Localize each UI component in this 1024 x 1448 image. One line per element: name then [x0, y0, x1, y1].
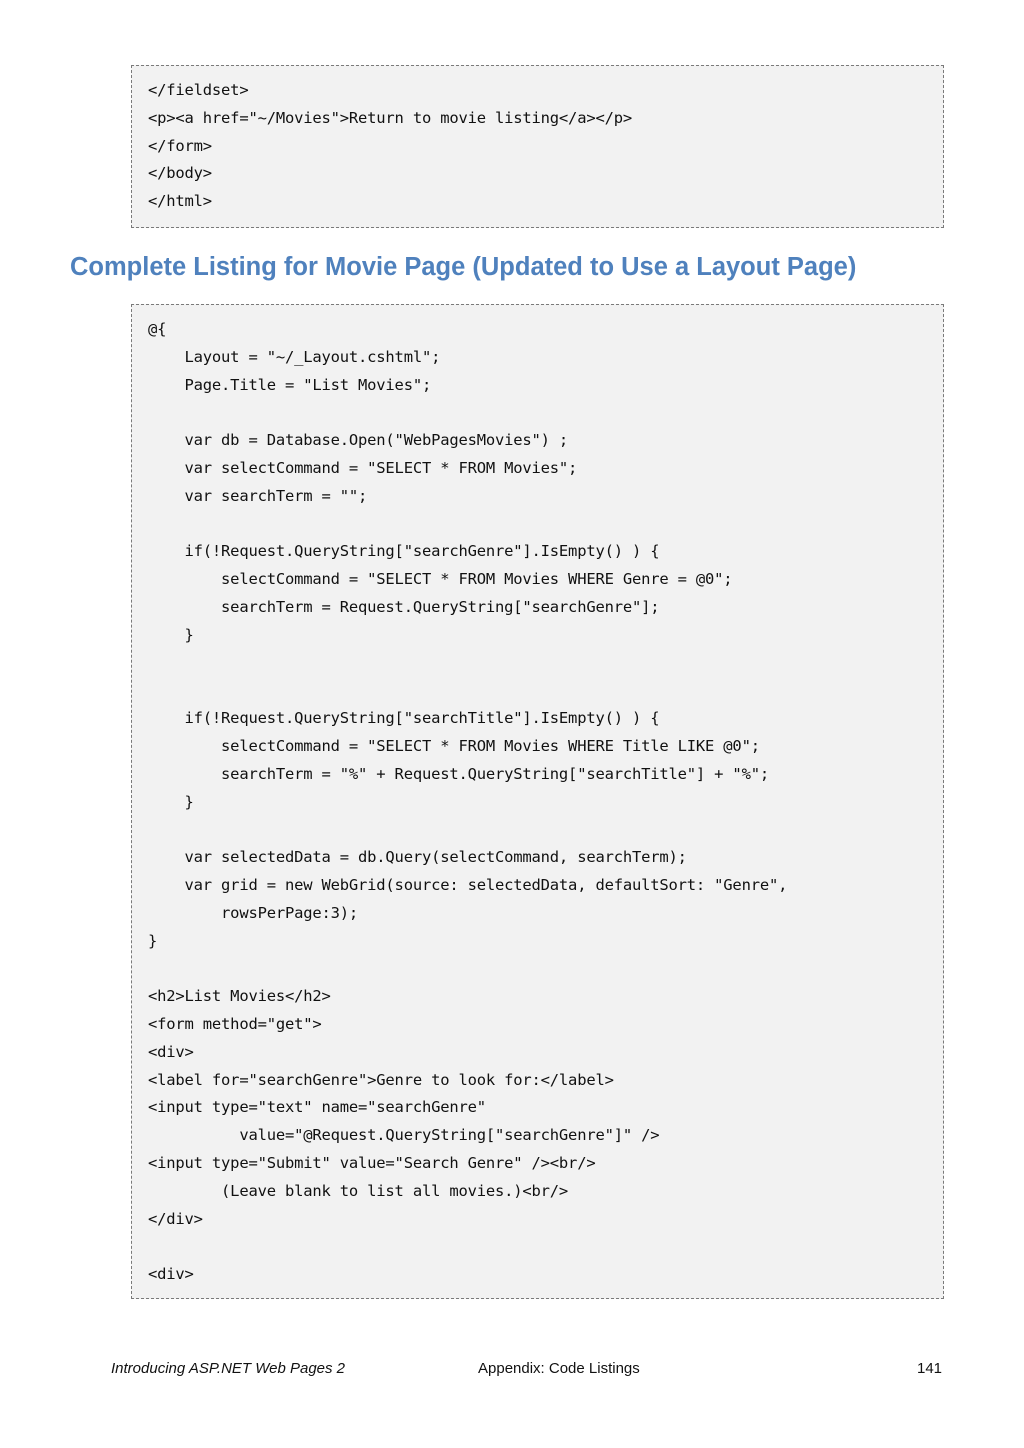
- code-line: [148, 816, 943, 844]
- code-line: [148, 511, 943, 539]
- code-line: [148, 677, 943, 705]
- code-line: value="@Request.QueryString["searchGenre"]" />: [148, 1126, 660, 1145]
- code-line: selectCommand = "SELECT * FROM Movies WHERE Title LIKE @0";: [148, 736, 760, 755]
- code-line: var selectedData = db.Query(selectCommand, searchTerm);: [148, 848, 687, 867]
- code-line: <input type="Submit" value="Search Genre" /><br/>: [148, 1153, 596, 1172]
- code-line: }: [148, 931, 158, 950]
- code-line: <form method="get">: [148, 1014, 322, 1033]
- code-line: }: [148, 625, 194, 644]
- code-line: searchTerm = "%" + Request.QueryString["searchTitle"] + "%";: [148, 764, 769, 783]
- code-line: [148, 399, 943, 427]
- code-line: if(!Request.QueryString["searchGenre"].IsEmpty() ) {: [148, 542, 660, 561]
- code-line: selectCommand = "SELECT * FROM Movies WHERE Genre = @0";: [148, 570, 733, 589]
- code-line: if(!Request.QueryString["searchTitle"].IsEmpty() ) {: [148, 709, 660, 728]
- code-line: </form>: [148, 136, 212, 155]
- section-heading: Complete Listing for Movie Page (Updated to Use a Layout Page): [70, 253, 857, 281]
- code-line: </fieldset>: [148, 81, 249, 99]
- footer-page-number: 141: [917, 1360, 943, 1377]
- code-line: </html>: [148, 192, 212, 211]
- code-line: var selectCommand = "SELECT * FROM Movies";: [148, 458, 578, 477]
- code-listing-main: [131, 304, 944, 1299]
- code-line: var db = Database.Open("WebPagesMovies") ;: [148, 431, 569, 450]
- code-line: [148, 955, 943, 983]
- code-line: </div>: [148, 1209, 203, 1228]
- code-line: [148, 1233, 943, 1261]
- footer-book-title: Introducing ASP.NET Web Pages 2: [111, 1360, 346, 1377]
- code-line: <input type="text" name="searchGenre": [148, 1098, 486, 1117]
- code-line: </body>: [148, 164, 212, 183]
- code-listing-top: [131, 65, 944, 228]
- code-line: <div>: [148, 1042, 194, 1061]
- code-line: <div>: [148, 1265, 194, 1284]
- code-line: (Leave blank to list all movies.)<br/>: [148, 1181, 569, 1200]
- code-line: searchTerm = Request.QueryString["searchGenre"];: [148, 597, 660, 616]
- code-line: Layout = "~/_Layout.cshtml";: [148, 347, 441, 366]
- code-line: var searchTerm = "";: [148, 486, 368, 505]
- code-line: var grid = new WebGrid(source: selectedData, defaultSort: "Genre",: [148, 875, 788, 894]
- code-line: [148, 650, 943, 678]
- code-line: rowsPerPage:3);: [148, 903, 359, 922]
- code-line: <h2>List Movies</h2>: [148, 987, 331, 1006]
- code-line: @{: [148, 320, 167, 338]
- code-line: <p><a href="~/Movies">Return to movie listing</a></p>: [148, 108, 632, 127]
- code-line: Page.Title = "List Movies";: [148, 375, 432, 394]
- code-line: <label for="searchGenre">Genre to look for:</label>: [148, 1070, 614, 1089]
- code-line: }: [148, 792, 194, 811]
- footer-chapter: Appendix: Code Listings: [478, 1360, 640, 1377]
